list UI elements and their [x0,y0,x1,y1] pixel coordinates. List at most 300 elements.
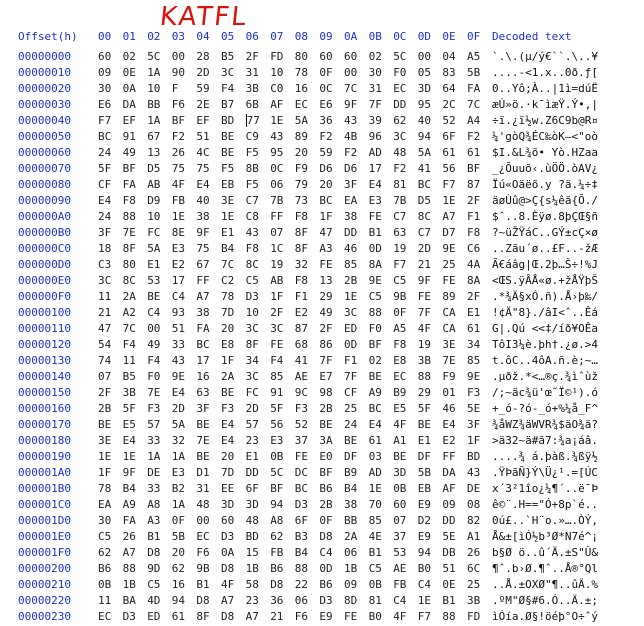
hex-byte-cell[interactable]: 20 [171,546,186,559]
hex-byte-cell[interactable]: F3 [467,386,481,399]
hex-byte-cell[interactable]: EC [393,82,407,95]
hex-byte-cell[interactable]: 7F [319,354,333,367]
hex-byte-cell[interactable]: B1 [196,578,210,591]
hex-byte-cell[interactable]: 13 [319,274,333,287]
hex-byte-cell[interactable]: E2 [171,258,186,271]
hex-byte-cell[interactable]: FB [393,578,407,591]
hex-byte-cell[interactable]: 51 [442,562,456,575]
hex-byte-cell[interactable]: 9F [196,226,210,239]
hex-byte-cell[interactable]: ED [344,322,358,335]
hex-byte-cell[interactable]: 9F [122,466,136,479]
hex-byte-cell[interactable]: F1 [344,354,358,367]
hex-byte-cell[interactable]: 2B [344,274,358,287]
hex-byte-cell[interactable]: FE [319,258,333,271]
hex-byte-cell[interactable]: D1 [196,466,210,479]
hex-byte-cell[interactable]: 09 [344,578,358,591]
hex-byte-cell[interactable]: BF [122,162,136,175]
hex-byte-cell[interactable]: 80 [122,258,136,271]
hex-byte-cell[interactable]: DC [294,466,309,479]
hex-byte-cell[interactable]: D6 [344,162,358,175]
hex-byte-cell[interactable]: 18 [98,242,112,255]
hex-byte-cell[interactable]: BE [98,418,112,431]
hex-byte-cell[interactable]: 5B [171,530,186,543]
hex-byte-cell[interactable]: 61 [467,322,481,335]
hex-byte-cell[interactable]: 52 [442,114,456,127]
hex-byte-cell[interactable]: EF [196,114,210,127]
hex-byte-cell[interactable]: BD [467,450,481,463]
hex-byte-cell[interactable]: 1B [122,578,136,591]
byte-column-header[interactable]: 04 [196,30,210,43]
hex-byte-cell[interactable]: 38 [196,306,210,319]
hex-byte-cell[interactable]: F4 [122,338,136,351]
hex-byte-cell[interactable]: D3 [122,610,136,623]
hex-byte-cell[interactable]: FA [467,82,481,95]
hex-byte-cell[interactable]: 46 [344,242,358,255]
hex-byte-cell[interactable]: 4F [393,610,407,623]
hex-byte-cell[interactable]: 3D [417,82,432,95]
hex-byte-cell[interactable]: B1 [368,226,382,239]
hex-byte-cell[interactable]: C5 [245,274,259,287]
hex-byte-cell[interactable]: 74 [98,354,112,367]
hex-byte-cell[interactable]: 2E [196,98,210,111]
byte-column-header[interactable]: 0A [344,30,358,43]
decoded-text-cell[interactable]: .ºM"Ø§#6.Ó..Ä.±; [492,594,598,607]
hex-byte-cell[interactable]: F7 [442,178,456,191]
hex-byte-cell[interactable]: E1 [467,306,481,319]
hex-byte-cell[interactable]: D8 [270,578,284,591]
hex-byte-cell[interactable]: A8 [270,514,284,527]
byte-column-header[interactable]: 02 [147,30,161,43]
hex-byte-cell[interactable]: 94 [417,546,432,559]
hex-byte-cell[interactable]: F8 [122,194,136,207]
decoded-text-cell[interactable]: ....¾ á.þàß.¾ßÿ½ [492,450,598,463]
hex-byte-cell[interactable]: 67 [147,130,161,143]
hex-byte-cell[interactable]: 60 [319,50,333,63]
hex-byte-cell[interactable]: 0D [344,338,358,351]
hex-byte-cell[interactable]: 9F [344,98,358,111]
hex-byte-cell[interactable]: E6 [319,98,333,111]
hex-byte-cell[interactable]: 78 [294,66,309,79]
hex-byte-cell[interactable]: 1B [245,562,259,575]
hex-byte-cell[interactable]: 93 [171,306,186,319]
hex-byte-cell[interactable]: 0B [98,578,112,591]
hex-byte-cell[interactable]: 01 [442,386,456,399]
decoded-text-cell[interactable]: ¾åWZ¾äWVR¾$äO¾ä? [492,418,598,431]
hex-byte-cell[interactable]: 1A [171,498,186,511]
hex-byte-cell[interactable]: EB [221,178,235,191]
hex-byte-cell[interactable]: 88 [122,210,136,223]
hex-byte-cell[interactable]: 07 [393,514,407,527]
hex-byte-cell[interactable]: 75 [196,242,210,255]
hex-byte-cell[interactable]: E0 [319,450,333,463]
hex-byte-cell[interactable]: 51 [196,130,210,143]
hex-byte-cell[interactable]: 17 [196,354,210,367]
hex-byte-cell[interactable]: 5F [417,402,432,415]
hex-byte-cell[interactable]: BE [221,146,235,159]
hex-byte-cell[interactable]: 73 [294,194,309,207]
hex-byte-cell[interactable]: 4C [196,146,210,159]
hex-byte-cell[interactable]: 7C [221,258,235,271]
hex-byte-cell[interactable]: 56 [270,418,284,431]
hex-byte-cell[interactable]: FE [442,274,456,287]
hex-byte-cell[interactable]: 19 [417,338,432,351]
hex-byte-cell[interactable]: 25 [467,578,481,591]
hex-byte-cell[interactable]: BC [196,338,210,351]
byte-column-header[interactable]: 00 [98,30,112,43]
hex-byte-cell[interactable]: 0E [442,578,456,591]
hex-byte-cell[interactable]: 1E [442,194,456,207]
hex-byte-cell[interactable]: 25 [442,258,456,271]
hex-byte-cell[interactable]: 67 [196,258,210,271]
hex-byte-cell[interactable]: D5 [147,162,161,175]
hex-byte-cell[interactable]: BD [245,530,259,543]
hex-byte-cell[interactable]: 43 [467,466,481,479]
hex-byte-cell[interactable]: 1E [171,210,186,223]
hex-byte-cell[interactable]: E5 [393,402,407,415]
hex-byte-cell[interactable]: A4 [467,114,481,127]
hex-byte-cell[interactable]: 86 [319,338,333,351]
hex-byte-cell[interactable]: 24 [344,418,358,431]
hex-byte-cell[interactable]: 41 [417,162,432,175]
hex-byte-cell[interactable]: 4F [417,322,432,335]
hex-byte-cell[interactable]: E7 [319,370,333,383]
decoded-text-cell[interactable]: Å&±[ìÓ½b³Ø*N7é^¡ [492,530,598,543]
hex-byte-cell[interactable]: 1B [344,562,358,575]
hex-byte-cell[interactable]: 88 [442,610,456,623]
hex-byte-cell[interactable]: 2A [344,530,358,543]
hex-byte-cell[interactable]: 5E [442,530,456,543]
hex-byte-cell[interactable]: 9F [417,274,432,287]
hex-byte-cell[interactable]: 62 [393,114,407,127]
hex-byte-cell[interactable]: F6 [196,546,210,559]
decoded-text-cell[interactable]: t.ôC..4ôA.ñ.è;~… [492,354,598,367]
hex-byte-cell[interactable]: 85 [344,258,358,271]
hex-byte-cell[interactable]: 26 [122,530,136,543]
hex-byte-cell[interactable]: 48 [393,146,407,159]
hex-byte-cell[interactable]: DA [122,98,136,111]
hex-byte-cell[interactable]: 08 [467,498,481,511]
hex-byte-cell[interactable]: 3F [344,178,358,191]
hex-byte-cell[interactable]: A5 [393,322,407,335]
hex-byte-cell[interactable]: 9B [196,562,210,575]
hex-byte-cell[interactable]: BE [196,450,210,463]
hex-byte-cell[interactable]: 23 [245,434,259,447]
hex-byte-cell[interactable]: 0E [122,66,136,79]
hex-byte-cell[interactable]: B1 [147,530,161,543]
byte-column-header[interactable]: 03 [171,30,186,43]
hex-byte-cell[interactable]: FE [368,210,382,223]
hex-byte-cell[interactable]: 02 [368,50,382,63]
hex-byte-cell[interactable]: C4 [417,578,432,591]
hex-byte-cell[interactable]: 09 [98,66,112,79]
hex-byte-cell[interactable]: C6 [467,242,481,255]
hex-byte-cell[interactable]: 8B [245,162,259,175]
hex-byte-cell[interactable]: E1 [221,226,235,239]
hex-byte-cell[interactable]: DF [344,450,358,463]
hex-byte-cell[interactable]: 61 [442,146,456,159]
hex-byte-cell[interactable]: DD [344,226,358,239]
hex-byte-cell[interactable]: F0 [147,370,161,383]
hex-byte-cell[interactable]: DE [467,482,481,495]
hex-byte-cell[interactable]: A7 [442,210,456,223]
hex-byte-cell[interactable]: A9 [368,386,382,399]
hex-byte-cell[interactable]: D3 [245,290,259,303]
hex-byte-cell[interactable]: 23 [245,594,259,607]
hex-byte-cell[interactable]: 1F [221,354,235,367]
hex-byte-cell[interactable]: 60 [344,50,358,63]
hex-byte-cell[interactable]: 85 [467,354,481,367]
hex-byte-cell[interactable]: E8 [221,338,235,351]
hex-byte-cell[interactable]: A3 [319,242,333,255]
hex-byte-cell[interactable]: C4 [393,594,407,607]
hex-byte-cell[interactable]: B0 [417,562,432,575]
hex-byte-cell[interactable]: BE [196,418,210,431]
hex-byte-cell[interactable]: F9 [442,370,456,383]
hex-byte-cell[interactable]: 6F [294,514,309,527]
hex-byte-cell[interactable]: 7C [122,322,136,335]
hex-byte-cell[interactable]: 8F [294,226,309,239]
hex-byte-cell[interactable]: B1 [368,546,382,559]
hex-byte-cell[interactable]: EA [98,498,112,511]
hex-byte-cell[interactable]: 8D [344,594,358,607]
hex-byte-cell[interactable]: 2A [221,370,235,383]
hex-byte-cell[interactable]: 03 [368,450,382,463]
hex-byte-cell[interactable]: DB [442,546,456,559]
hex-byte-cell[interactable]: D3 [319,594,333,607]
hex-byte-cell[interactable]: EC [196,530,210,543]
decoded-text-cell[interactable]: ....-<1.x..0ð.ƒ[ [492,66,598,79]
byte-column-header[interactable]: 07 [270,30,284,43]
hex-byte-cell[interactable]: 1C [270,242,284,255]
hex-byte-cell[interactable]: 56 [442,162,456,175]
hex-byte-cell[interactable]: 7F [417,306,432,319]
hex-byte-cell[interactable]: 60 [221,514,235,527]
byte-column-header[interactable]: 0E [442,30,456,43]
hex-byte-cell[interactable]: FA [122,178,136,191]
hex-byte-cell[interactable]: 2A [122,290,136,303]
hex-byte-cell[interactable]: BA [122,594,136,607]
hex-byte-cell[interactable]: 60 [393,498,407,511]
hex-byte-cell[interactable]: D8 [221,610,235,623]
decoded-text-cell[interactable]: `.\.(µ/ý€``.\..¥ [492,50,598,63]
hex-byte-cell[interactable]: E6 [98,98,112,111]
hex-byte-cell[interactable]: 20 [294,146,309,159]
hex-byte-cell[interactable]: 5B [417,466,432,479]
hex-byte-cell[interactable]: 1A [147,66,161,79]
hex-byte-cell[interactable]: BC [98,130,112,143]
hex-byte-cell[interactable]: 3C [344,306,358,319]
hex-byte-cell[interactable]: 63 [393,226,407,239]
hex-byte-cell[interactable]: 8E [171,226,186,239]
hex-byte-cell[interactable]: BE [221,386,235,399]
hex-byte-cell[interactable]: 8C [417,210,432,223]
hex-byte-cell[interactable]: BF [270,482,284,495]
hex-byte-cell[interactable]: 90 [171,66,186,79]
hex-byte-cell[interactable]: EC [294,98,309,111]
hex-byte-cell[interactable]: 6C [467,562,481,575]
hex-byte-cell[interactable]: FB [270,546,284,559]
hex-byte-cell[interactable]: 0D [319,562,333,575]
hex-byte-cell[interactable]: F6 [171,98,186,111]
hex-byte-cell[interactable]: 9D [147,562,161,575]
hex-byte-cell[interactable]: 5A [417,146,432,159]
hex-byte-cell[interactable]: 5C [393,50,407,63]
hex-byte-cell[interactable]: E4 [221,418,235,431]
hex-byte-cell[interactable]: 0A [221,546,235,559]
hex-byte-cell[interactable]: 48 [245,514,259,527]
hex-byte-cell[interactable]: 00 [417,50,432,63]
hex-byte-cell[interactable]: 7E [147,386,161,399]
hex-byte-cell[interactable]: 30 [368,66,382,79]
hex-byte-cell[interactable]: 48 [196,498,210,511]
hex-byte-cell[interactable]: 75 [171,162,186,175]
hex-byte-cell[interactable]: 8C [122,274,136,287]
hex-byte-cell[interactable]: BD [221,114,235,127]
decoded-text-cell[interactable]: .ŸÞãÑ}Ý\Ü¿¹.=[ÚC [492,466,598,479]
hex-byte-cell[interactable]: 0A [122,82,136,95]
hex-byte-cell[interactable]: 16 [294,82,309,95]
hex-byte-cell[interactable]: EB [417,482,432,495]
hex-byte-cell[interactable]: 26 [467,546,481,559]
hex-byte-cell[interactable]: B0 [368,610,382,623]
hex-byte-cell[interactable]: 0F [319,514,333,527]
hex-byte-cell[interactable]: 0D [368,242,382,255]
hex-byte-cell[interactable]: 0B [270,450,284,463]
hex-byte-cell[interactable]: 8F [196,610,210,623]
hex-byte-cell[interactable]: 88 [122,562,136,575]
hex-byte-cell[interactable]: 36 [319,114,333,127]
hex-byte-cell[interactable]: E1 [147,258,161,271]
hex-byte-cell[interactable]: BE [368,370,382,383]
hex-byte-cell[interactable]: 5F [98,162,112,175]
hex-byte-cell[interactable]: FF [442,450,456,463]
hex-byte-cell[interactable]: 49 [319,306,333,319]
hex-byte-cell[interactable]: 0F [393,306,407,319]
hex-byte-cell[interactable]: C7 [417,226,432,239]
hex-byte-cell[interactable]: 28 [196,50,210,63]
hex-byte-cell[interactable]: A7 [122,546,136,559]
hex-byte-cell[interactable]: 1E [221,210,235,223]
hex-byte-cell[interactable]: C9 [245,130,259,143]
hex-byte-cell[interactable]: AE [393,562,407,575]
hex-byte-cell[interactable]: F4 [270,354,284,367]
hex-grid[interactable] [0,50,644,626]
hex-byte-cell[interactable]: B4 [344,482,358,495]
decoded-text-column-header[interactable]: Decoded text [492,30,572,43]
hex-byte-cell[interactable]: FA [196,322,210,335]
hex-byte-cell[interactable]: 2F [245,50,259,63]
hex-byte-cell[interactable]: F8 [467,226,481,239]
hex-byte-cell[interactable]: 68 [294,338,309,351]
hex-byte-cell[interactable]: 59 [196,82,210,95]
hex-byte-cell[interactable]: 7C [344,82,358,95]
hex-byte-cell[interactable]: 62 [270,530,284,543]
hex-byte-cell[interactable]: 77 [246,114,269,127]
hex-byte-cell[interactable]: 1E [344,290,358,303]
hex-byte-cell[interactable]: 11 [98,594,112,607]
hex-byte-cell[interactable]: F9 [294,162,309,175]
hex-byte-cell[interactable]: F2 [467,130,481,143]
hex-byte-cell[interactable]: C2 [221,274,235,287]
hex-byte-cell[interactable]: DE [147,466,161,479]
hex-byte-cell[interactable]: 91 [270,386,284,399]
decoded-text-cell[interactable]: /;~äc¾ü'œ˜Ï©¹).ó [492,386,598,399]
hex-byte-cell[interactable]: BC [417,178,432,191]
hex-byte-cell[interactable]: AD [368,146,382,159]
hex-byte-cell[interactable]: BF [368,338,382,351]
hex-byte-cell[interactable]: 53 [393,546,407,559]
hex-byte-cell[interactable]: B5 [122,370,136,383]
decoded-text-cell[interactable]: G|.Qú <<‡/íð¥OÊa [492,322,598,335]
hex-byte-cell[interactable]: AB [147,178,161,191]
hex-byte-cell[interactable]: 0C [270,162,284,175]
hex-byte-cell[interactable]: 70 [368,498,382,511]
hex-byte-cell[interactable]: C4 [147,306,161,319]
hex-byte-cell[interactable]: C5 [147,578,161,591]
hex-byte-cell[interactable]: 3C [270,322,284,335]
hex-byte-cell[interactable]: 7E [442,354,456,367]
hex-byte-cell[interactable]: BE [319,418,333,431]
hex-byte-cell[interactable]: F0 [368,322,382,335]
hex-byte-cell[interactable]: D5 [417,194,432,207]
hex-byte-cell[interactable]: 38 [344,498,358,511]
hex-byte-cell[interactable]: E1 [417,434,432,447]
hex-byte-cell[interactable]: 80 [294,50,309,63]
hex-byte-cell[interactable]: D2 [417,514,432,527]
hex-byte-cell[interactable]: FC [245,386,259,399]
hex-byte-cell[interactable]: F4 [221,82,235,95]
hex-byte-cell[interactable]: 60 [98,50,112,63]
decoded-text-cell[interactable]: ìÓía.Ø§!öéþ°O÷ˆý [492,610,598,623]
byte-column-header[interactable]: 06 [245,30,259,43]
hex-byte-cell[interactable]: 05 [417,66,432,79]
hex-byte-cell[interactable]: F8 [294,274,309,287]
hex-byte-cell[interactable]: DD [393,98,407,111]
decoded-text-cell[interactable]: $I.&L¾õ• Yò.HZaa [492,146,598,159]
hex-byte-cell[interactable]: 1E [368,482,382,495]
hex-byte-cell[interactable]: D8 [221,562,235,575]
hex-byte-cell[interactable]: 20 [221,322,235,335]
hex-byte-cell[interactable]: 3F [98,226,112,239]
hex-byte-cell[interactable]: 7F [368,98,382,111]
hex-byte-cell[interactable]: B4 [294,546,309,559]
hex-byte-cell[interactable]: 02 [368,354,382,367]
hex-byte-cell[interactable]: 89 [442,290,456,303]
hex-byte-cell[interactable]: 7B [270,194,284,207]
decoded-text-cell[interactable]: ¶ˆ.b›Ø.¶ˆ..Å®°Ql [492,562,598,575]
hex-byte-cell[interactable]: 5C [270,466,284,479]
hex-byte-cell[interactable]: 5E [467,402,481,415]
hex-byte-cell[interactable]: B4 [221,242,235,255]
hex-byte-cell[interactable]: A8 [147,498,161,511]
byte-column-header[interactable]: 08 [294,30,309,43]
hex-byte-cell[interactable]: F3 [221,402,235,415]
hex-byte-cell[interactable]: F8 [393,338,407,351]
hex-byte-cell[interactable]: 1A [147,114,161,127]
hex-byte-cell[interactable]: F1 [294,290,309,303]
hex-byte-cell[interactable]: 8C [245,258,259,271]
hex-byte-cell[interactable]: 9E [368,274,382,287]
hex-byte-cell[interactable]: 24 [98,210,112,223]
hex-byte-cell[interactable]: 79 [294,178,309,191]
decoded-text-cell[interactable]: ?~üŽŸáC..GÝ±cÇ×ø [492,226,598,239]
hex-byte-cell[interactable]: C5 [393,274,407,287]
hex-byte-cell[interactable]: 30 [98,82,112,95]
hex-byte-cell[interactable]: E1 [245,450,259,463]
hex-byte-cell[interactable]: 2B [319,402,333,415]
hex-byte-cell[interactable]: E3 [171,466,186,479]
hex-byte-cell[interactable]: BB [147,98,161,111]
